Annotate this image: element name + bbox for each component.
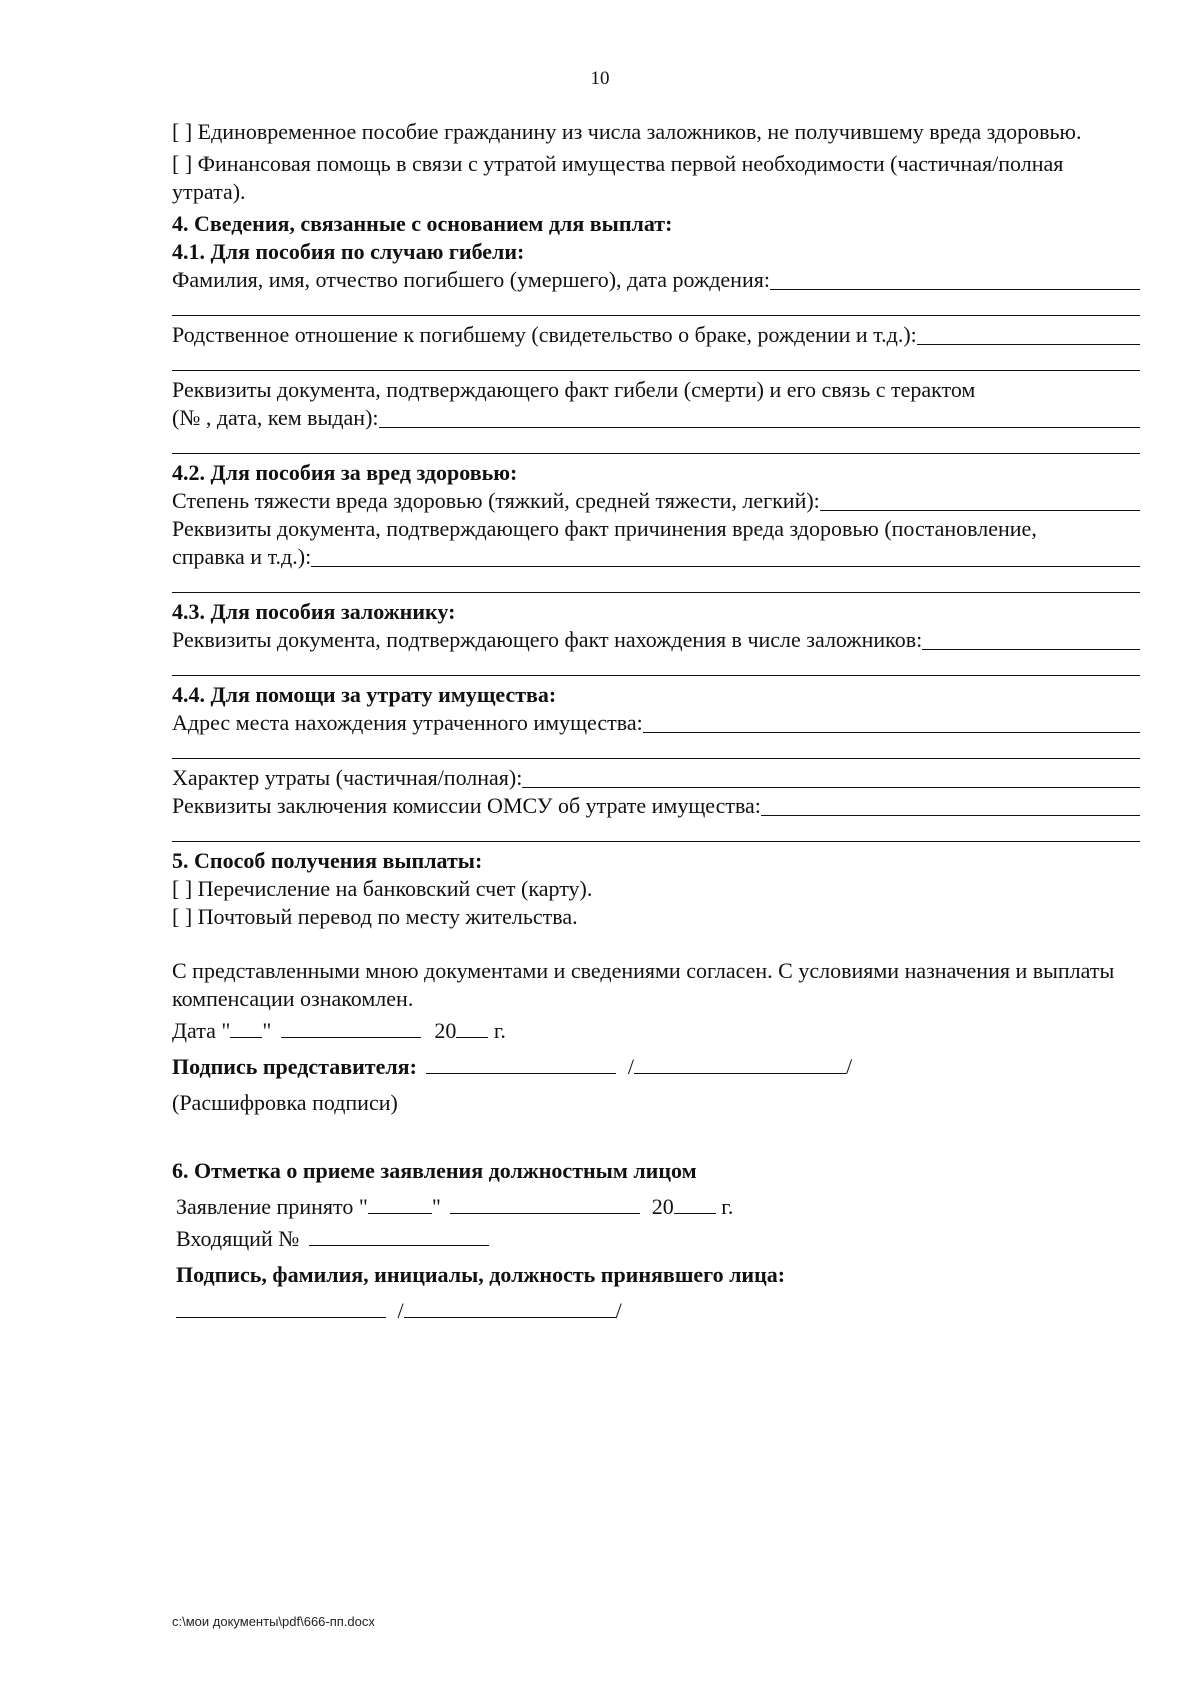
- death-doc-label-line2: (№ , дата, кем выдан):: [172, 405, 379, 430]
- incoming-number-row: [172, 1225, 1140, 1253]
- hostage-doc-label: Реквизиты документа, подтверждающего факт нахождения в числе заложников:: [172, 627, 923, 652]
- injury-degree-field[interactable]: [820, 490, 1140, 511]
- payment-option-post[interactable]: [ ] Почтовый перевод по месту жительства.: [172, 904, 578, 929]
- section-4-2-title: 4.2. Для пособия за вред здоровью:: [172, 460, 518, 485]
- signature-decode-note: (Расшифровка подписи): [172, 1090, 398, 1115]
- commission-field-line2[interactable]: [172, 840, 1140, 842]
- accepted-quote: ": [431, 1194, 441, 1219]
- incoming-number-field[interactable]: [309, 1227, 489, 1246]
- date-year-field[interactable]: [456, 1019, 488, 1038]
- deceased-fio-field-line2[interactable]: [172, 314, 1140, 316]
- hostage-doc-field-line2[interactable]: [172, 674, 1140, 676]
- property-address-label: Адрес места нахождения утраченного имущества:: [172, 710, 643, 735]
- accepted-date-row: [172, 1193, 1140, 1221]
- injury-doc-label-line1: Реквизиты документа, подтверждающего факт причинения вреда здоровью (постановление,: [172, 516, 1037, 541]
- commission-label: Реквизиты заключения комиссии ОМСУ об утрате имущества:: [172, 793, 761, 818]
- signature-slash-1: /: [627, 1054, 635, 1079]
- section-4-1-title: 4.1. Для пособия по случаю гибели:: [172, 239, 525, 264]
- representative-name-field[interactable]: [634, 1055, 846, 1074]
- injury-doc-field-line2[interactable]: [172, 591, 1140, 593]
- accepted-year-suffix: г.: [721, 1194, 734, 1219]
- date-year-suffix: г.: [493, 1018, 506, 1043]
- signature-slash-2: /: [846, 1054, 853, 1079]
- injury-degree-label: Степень тяжести вреда здоровью (тяжкий, средней тяжести, легкий):: [172, 488, 820, 513]
- deceased-fio-row: [172, 266, 1140, 294]
- injury-doc-label-line2: справка и т.д.):: [172, 544, 312, 569]
- accepted-month-field[interactable]: [450, 1195, 640, 1214]
- death-doc-field[interactable]: [379, 407, 1140, 428]
- section-4-4-title: 4.4. Для помощи за утрату имущества:: [172, 682, 557, 707]
- death-doc-row: [172, 404, 1140, 432]
- section-5-title: 5. Способ получения выплаты:: [172, 848, 483, 873]
- option-hostage-allowance: [ ] Единовременное пособие гражданину из числа заложников, не получившему вреда здоровью.: [172, 119, 1082, 144]
- date-quote: ": [262, 1018, 272, 1043]
- date-day-field[interactable]: [230, 1019, 262, 1038]
- date-row: [172, 1017, 1140, 1045]
- hostage-doc-row: [172, 626, 1140, 654]
- property-address-row: [172, 709, 1140, 737]
- property-address-field[interactable]: [643, 712, 1140, 733]
- incoming-number-label: Входящий №: [176, 1226, 300, 1251]
- deceased-fio-label: Фамилия, имя, отчество погибшего (умершего), дата рождения:: [172, 267, 770, 292]
- accepted-year-prefix: 20: [651, 1194, 674, 1219]
- loss-nature-field[interactable]: [522, 767, 1140, 788]
- form-content: [172, 118, 1140, 1325]
- injury-doc-field[interactable]: [311, 546, 1140, 567]
- representative-signature-label: Подпись представителя:: [172, 1054, 417, 1079]
- page-number: 10: [590, 68, 610, 89]
- consent-text: С представленными мною документами и сведениями согласен. С условиями назначения и выплаты компенсации ознакомлен.: [172, 958, 1115, 1011]
- accepted-day-field[interactable]: [368, 1195, 432, 1214]
- loss-nature-row: [172, 764, 1140, 792]
- hostage-doc-field[interactable]: [922, 629, 1140, 650]
- option-property-assistance: [ ] Финансовая помощь в связи с утратой имущества первой необходимости (частичная/полная утрата).: [172, 151, 1064, 204]
- deceased-fio-field[interactable]: [770, 269, 1140, 290]
- death-doc-label-line1: Реквизиты документа, подтверждающего факт гибели (смерти) и его связь с терактом: [172, 377, 976, 402]
- accepted-prefix: Заявление принято ": [176, 1194, 368, 1219]
- section-4-title: 4. Сведения, связанные с основанием для выплат:: [172, 211, 673, 236]
- section-4-3-title: 4.3. Для пособия заложнику:: [172, 599, 456, 624]
- payment-option-bank[interactable]: [ ] Перечисление на банковский счет (карту).: [172, 876, 593, 901]
- relation-label: Родственное отношение к погибшему (свидетельство о браке, рождении и т.д.):: [172, 322, 917, 347]
- representative-signature-row: [172, 1053, 1140, 1081]
- official-name-field[interactable]: [404, 1299, 616, 1318]
- accepted-year-field[interactable]: [674, 1195, 716, 1214]
- representative-signature-field[interactable]: [426, 1055, 616, 1074]
- date-prefix: Дата ": [172, 1018, 231, 1043]
- date-month-field[interactable]: [281, 1019, 421, 1038]
- relation-field[interactable]: [917, 324, 1140, 345]
- official-slash-1: /: [397, 1298, 404, 1323]
- file-path-footer: c:\мои документы\pdf\666-пп.docx: [172, 1614, 375, 1629]
- relation-row: [172, 321, 1140, 349]
- section-6-title: 6. Отметка о приеме заявления должностным лицом: [172, 1158, 697, 1183]
- official-slash-2: /: [615, 1298, 622, 1323]
- official-signature-field[interactable]: [176, 1299, 386, 1318]
- relation-field-line2[interactable]: [172, 369, 1140, 371]
- commission-row: [172, 792, 1140, 820]
- official-signature-row: [172, 1297, 1140, 1325]
- official-signature-label: Подпись, фамилия, инициалы, должность принявшего лица:: [176, 1262, 786, 1287]
- death-doc-field-line2[interactable]: [172, 452, 1140, 454]
- injury-doc-row: [172, 543, 1140, 571]
- injury-degree-row: [172, 487, 1140, 515]
- commission-field[interactable]: [761, 795, 1140, 816]
- property-address-field-line2[interactable]: [172, 757, 1140, 759]
- date-year-prefix: 20: [434, 1018, 457, 1043]
- loss-nature-label: Характер утраты (частичная/полная):: [172, 765, 523, 790]
